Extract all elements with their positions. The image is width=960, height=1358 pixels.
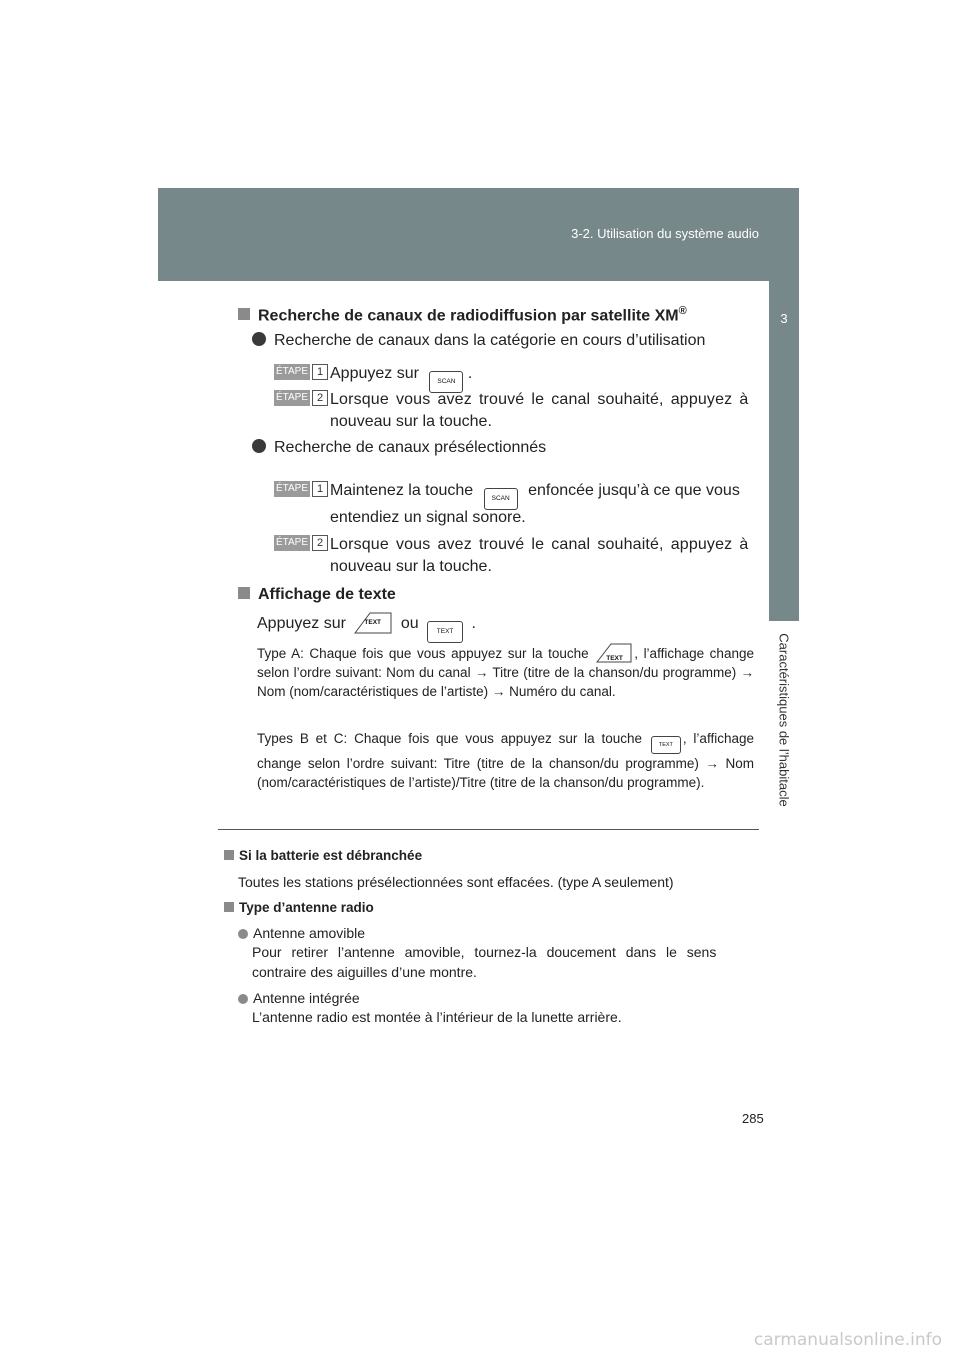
sub2-heading: Recherche de canaux présélectionnés bbox=[252, 439, 546, 457]
battery-note-text: Toutes les stations présélectionnées sont effacées. (type A seulement) bbox=[238, 874, 674, 890]
round-bullet-icon bbox=[238, 929, 248, 939]
step-badge: ÉTAPE 2 bbox=[274, 390, 328, 406]
square-bullet-icon bbox=[224, 902, 234, 912]
text-key-b-icon: TEXT bbox=[427, 621, 463, 643]
scan-key-icon: SCAN bbox=[484, 488, 518, 510]
step-badge: ÉTAPE 2 bbox=[274, 535, 328, 551]
sub2-step2: ÉTAPE 2 Lorsque vous avez trouvé le canal souhaité, appuyez à bbox=[275, 536, 749, 553]
scan-key-icon: SCAN bbox=[429, 371, 463, 393]
chapter-tab bbox=[769, 281, 799, 621]
page-number: 285 bbox=[742, 1111, 764, 1126]
sub2-step1-cont: entendiez un signal sonore. bbox=[330, 509, 526, 526]
round-bullet-icon bbox=[238, 994, 248, 1004]
step-badge: ÉTAPE 1 bbox=[274, 481, 328, 497]
type-a-description: Type A: Chaque fois que vous appuyez sur la touche TEXT , l’affichage change selon l’ordre suivant: Nom du canal → Titre (titre de la chanson/du programme) → Nom (nom/caractéristiques de l’artiste) → Numéro du canal. bbox=[257, 643, 754, 701]
sub1-step2: ÉTAPE 2 Lorsque vous avez trouvé le canal souhaité, appuyez à bbox=[275, 391, 749, 408]
square-bullet-icon bbox=[224, 850, 234, 860]
antenna-item2-text: L’antenne radio est montée à l’intérieur de la lunette arrière. bbox=[252, 1009, 622, 1025]
square-bullet-icon bbox=[238, 308, 250, 320]
sub1-heading: Recherche de canaux dans la catégorie en cours d’utilisation bbox=[252, 332, 705, 350]
antenna-item1-line2: contraire des aiguilles d’une montre. bbox=[252, 964, 477, 980]
square-bullet-icon bbox=[238, 587, 250, 599]
text-key-a-icon: TEXT bbox=[596, 643, 632, 663]
text-key-a-icon: TEXT bbox=[354, 612, 392, 634]
antenna-item1-title: Antenne amovible bbox=[238, 925, 365, 941]
section-title: 3-2. Utilisation du système audio bbox=[571, 226, 759, 241]
antenna-note-heading: Type d’antenne radio bbox=[224, 900, 374, 915]
text-instruction: Appuyez sur TEXT ou TEXT . bbox=[257, 612, 476, 643]
antenna-item2-title: Antenne intégrée bbox=[238, 990, 360, 1006]
sub2-step1: ÉTAPE 1 Maintenez la touche SCAN enfoncée jusqu’à ce que vous bbox=[274, 481, 740, 510]
xm-search-heading: Recherche de canaux de radiodiffusion par satellite XM® bbox=[238, 305, 687, 325]
step-badge: ÉTAPE 1 bbox=[274, 364, 328, 380]
round-bullet-icon bbox=[252, 439, 266, 453]
chapter-label: Caractéristiques de l’habitacle bbox=[776, 633, 792, 807]
sub1-step1: ÉTAPE 1 Appuyez sur SCAN . bbox=[274, 364, 472, 393]
chapter-number: 3 bbox=[780, 311, 788, 326]
watermark: carmanualsonline.info bbox=[753, 1330, 942, 1350]
antenna-item1-line1: Pour retirer l’antenne amovible, tournez-la doucement dans le sens bbox=[252, 944, 717, 960]
text-key-b-icon: TEXT bbox=[651, 736, 681, 754]
header-bar bbox=[158, 188, 799, 281]
round-bullet-icon bbox=[252, 332, 266, 346]
section-divider bbox=[218, 829, 759, 830]
type-bc-description: Types B et C: Chaque fois que vous appuyez sur la touche TEXT , l’affichage change selon l’ordre suivant: Titre (titre de la chanson/du programme) → Nom (nom/caractéristiques de l’artiste)/Titre (titre de la chanson/du programme). bbox=[257, 731, 754, 790]
sub1-step2-cont: nouveau sur la touche. bbox=[330, 413, 492, 430]
battery-note-heading: Si la batterie est débranchée bbox=[224, 848, 422, 863]
sub2-step2-cont: nouveau sur la touche. bbox=[330, 558, 492, 575]
text-display-heading: Affichage de texte bbox=[238, 586, 396, 604]
